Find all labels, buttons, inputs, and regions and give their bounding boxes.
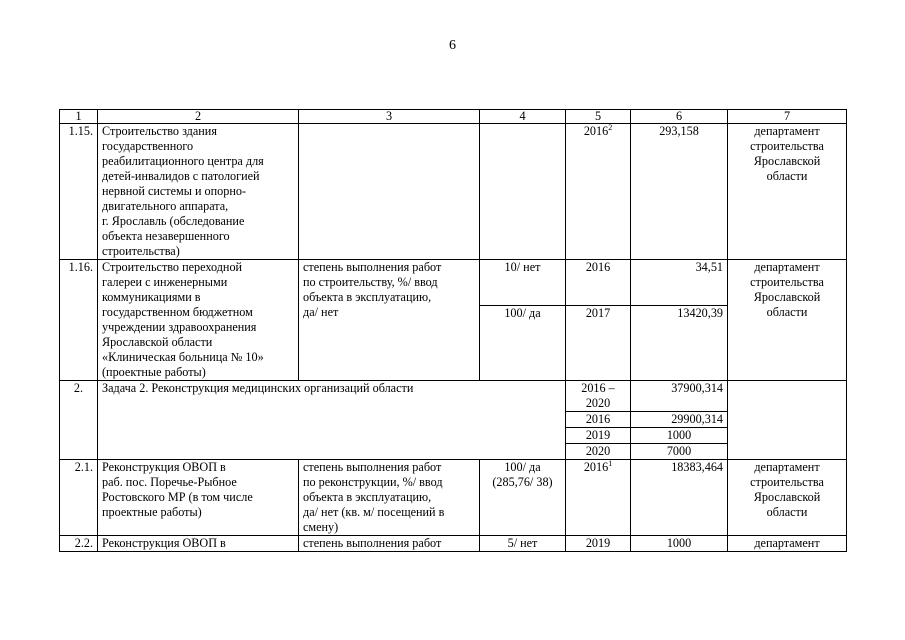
header-cell: 7	[728, 110, 847, 124]
row-year: 2016	[566, 260, 631, 306]
header-cell: 1	[60, 110, 98, 124]
row-indicator: степень выполнения работ	[299, 536, 480, 552]
program-table	[59, 109, 847, 552]
task-title: Задача 2. Реконструкция медицинских организаций области	[98, 381, 566, 460]
row-executor: департамент строительства Ярославской области	[728, 460, 847, 536]
header-cell: 3	[299, 110, 480, 124]
row-number: 2.	[60, 381, 98, 460]
header-cell: 2	[98, 110, 299, 124]
footnote-mark: 2	[608, 122, 613, 132]
table-row	[60, 260, 847, 306]
row-name: Реконструкция ОВОП в	[98, 536, 299, 552]
footnote-mark: 1	[608, 458, 613, 468]
row-indicator	[299, 124, 480, 260]
header-cell: 4	[480, 110, 566, 124]
row-year: 2016	[566, 412, 631, 428]
row-indicator: степень выполнения работ по строительству, %/ ввод объекта в эксплуатацию, да/ нет	[299, 260, 480, 381]
row-value: 100/ да (285,76/ 38)	[480, 460, 566, 536]
row-value: 5/ нет	[480, 536, 566, 552]
row-executor: департамент	[728, 536, 847, 552]
row-year: 2016$^2$	[566, 124, 631, 260]
row-amount: 37900,314	[631, 381, 728, 412]
row-year: 2016 – 2020	[566, 381, 631, 412]
row-amount: 1000	[631, 428, 728, 444]
table-row	[60, 460, 847, 536]
row-year: 2016$^1$	[566, 460, 631, 536]
row-name: Строительство здания государственного реабилитационного центра для детей-инвалидов с патологией нервной системы и опорно- двигательного аппарата, г. Ярославль (обследование объекта незавершенного строительства)	[98, 124, 299, 260]
row-amount: 34,51	[631, 260, 728, 306]
row-amount: 7000	[631, 444, 728, 460]
table-row	[60, 381, 847, 412]
row-amount: 1000	[631, 536, 728, 552]
row-executor: департамент строительства Ярославской области	[728, 260, 847, 381]
row-year: 2017	[566, 306, 631, 381]
row-year: 2019	[566, 536, 631, 552]
header-row	[60, 110, 847, 124]
table-row	[60, 536, 847, 552]
row-name: Строительство переходной галереи с инженерными коммуникациями в государственном бюджетном учреждении здравоохранения Ярославской области «Клиническая больница № 10» (проектные работы)	[98, 260, 299, 381]
row-year: 2019	[566, 428, 631, 444]
row-year: 2020	[566, 444, 631, 460]
row-value: 100/ да	[480, 306, 566, 381]
table-row	[60, 124, 847, 260]
row-number: 1.16.	[60, 260, 98, 381]
header-cell: 5	[566, 110, 631, 124]
header-cell: 6	[631, 110, 728, 124]
row-value: 10/ нет	[480, 260, 566, 306]
row-amount: 13420,39	[631, 306, 728, 381]
page-number: 6	[449, 38, 456, 53]
row-value	[480, 124, 566, 260]
row-name: Реконструкция ОВОП в раб. пос. Поречье-Рыбное Ростовского МР (в том числе проектные работы)	[98, 460, 299, 536]
row-amount: 293,158	[631, 124, 728, 260]
row-amount: 29900,314	[631, 412, 728, 428]
row-number: 1.15.	[60, 124, 98, 260]
row-number: 2.2.	[60, 536, 98, 552]
row-executor	[728, 381, 847, 460]
row-amount: 18383,464	[631, 460, 728, 536]
row-indicator: степень выполнения работ по реконструкции, %/ ввод объекта в эксплуатацию, да/ нет (кв. м/ посещений в смену)	[299, 460, 480, 536]
row-number: 2.1.	[60, 460, 98, 536]
row-executor: департамент строительства Ярославской области	[728, 124, 847, 260]
